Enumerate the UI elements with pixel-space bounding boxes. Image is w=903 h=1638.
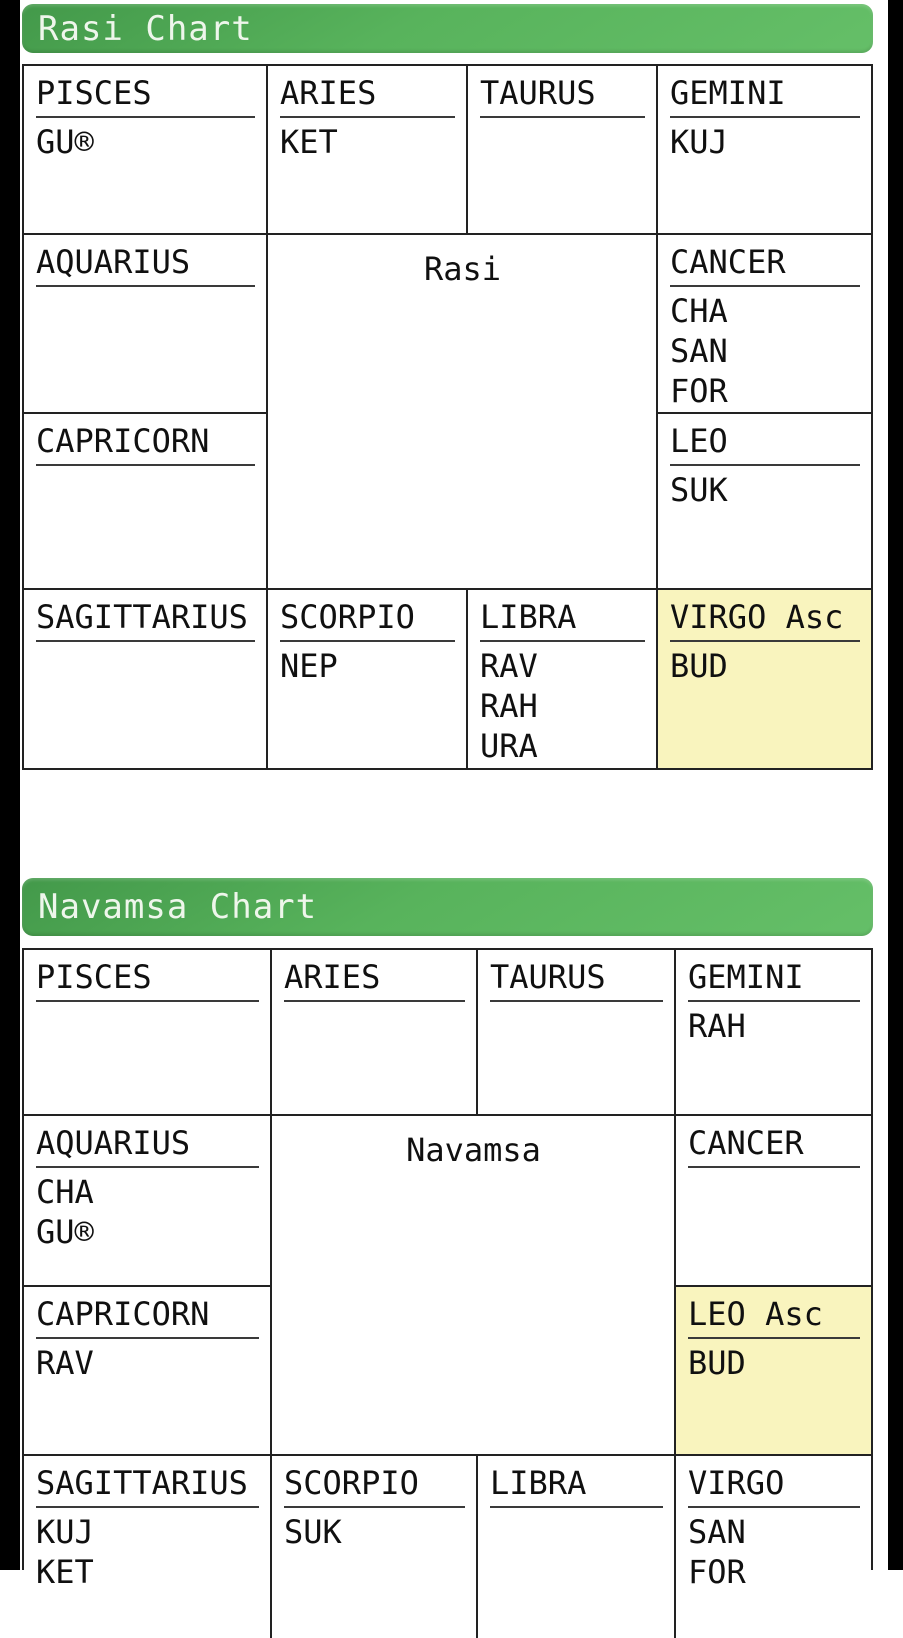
chart-cell-libra <box>478 1456 676 1638</box>
chart-cell-taurus <box>478 950 676 1116</box>
chart-cell-scorpio <box>268 590 468 768</box>
planet-list <box>670 122 860 162</box>
sign-label: LEO <box>670 420 860 466</box>
planet-list <box>688 1006 860 1046</box>
planet-label: CHA <box>670 292 728 330</box>
letterbox-right <box>888 0 903 1570</box>
planet-label: KUJ <box>36 1513 94 1551</box>
navamsa-chart-grid <box>22 948 873 1591</box>
sign-label: CAPRICORN <box>36 1293 259 1339</box>
sign-label: TAURUS <box>490 956 663 1002</box>
planet-label: NEP <box>280 647 338 685</box>
planet-list <box>480 646 645 766</box>
planet-list <box>36 122 255 162</box>
rasi-chart-title: Rasi Chart <box>38 8 253 49</box>
chart-cell-sagittarius <box>24 1456 272 1638</box>
planet-label: GU® <box>36 123 94 161</box>
planet-label: RAH <box>688 1007 746 1045</box>
rasi-chart-grid <box>22 64 873 770</box>
planet-list <box>670 470 860 510</box>
chart-cell-gemini <box>658 66 871 235</box>
letterbox-left <box>0 0 20 1570</box>
planet-label: URA <box>480 727 538 765</box>
sign-label: VIRGO Asc <box>670 596 860 642</box>
rasi-center-label: Rasi <box>423 250 502 288</box>
chart-cell-leo <box>658 414 871 590</box>
planet-label: RAV <box>480 647 538 685</box>
sign-label: SCORPIO <box>284 1462 465 1508</box>
chart-cell-virgo-asc <box>658 590 871 768</box>
sign-label: CAPRICORN <box>36 420 255 466</box>
planet-label: RAV <box>36 1344 94 1382</box>
navamsa-chart-header <box>22 878 873 936</box>
rasi-center-cell <box>268 235 658 590</box>
chart-cell-pisces <box>24 66 268 235</box>
chart-cell-cancer <box>676 1116 871 1287</box>
sign-label: VIRGO <box>688 1462 860 1508</box>
chart-page <box>20 0 888 1591</box>
planet-label: GU® <box>36 1213 94 1251</box>
planet-label: BUD <box>670 647 728 685</box>
sign-label: PISCES <box>36 72 255 118</box>
planet-label: KET <box>280 123 338 161</box>
navamsa-center-cell <box>272 1116 676 1456</box>
planet-label: KUJ <box>670 123 728 161</box>
chart-cell-capricorn <box>24 414 268 590</box>
rasi-chart-header <box>22 4 873 53</box>
sign-label: SCORPIO <box>280 596 455 642</box>
sign-label: TAURUS <box>480 72 645 118</box>
sign-label: SAGITTARIUS <box>36 596 255 642</box>
chart-cell-leo-asc <box>676 1287 871 1456</box>
sign-label: AQUARIUS <box>36 1122 259 1168</box>
sign-label: GEMINI <box>688 956 860 1002</box>
planet-list <box>688 1512 860 1592</box>
sign-label: ARIES <box>284 956 465 1002</box>
planet-list <box>284 1512 465 1552</box>
chart-cell-gemini <box>676 950 871 1116</box>
chart-cell-capricorn <box>24 1287 272 1456</box>
planet-list <box>36 1343 259 1383</box>
navamsa-center-label: Navamsa <box>406 1131 541 1169</box>
sign-label: CANCER <box>670 241 860 287</box>
sign-label: LIBRA <box>480 596 645 642</box>
planet-label: FOR <box>688 1553 746 1591</box>
planet-label: SAN <box>670 332 728 370</box>
planet-label: RAH <box>480 687 538 725</box>
planet-list <box>36 1172 259 1252</box>
planet-label: SUK <box>670 471 728 509</box>
chart-cell-libra <box>468 590 658 768</box>
planet-label: BUD <box>688 1344 746 1382</box>
chart-cell-cancer <box>658 235 871 414</box>
planet-list <box>280 646 455 686</box>
sign-label: LIBRA <box>490 1462 663 1508</box>
sign-label: ARIES <box>280 72 455 118</box>
sign-label: CANCER <box>688 1122 860 1168</box>
chart-cell-pisces <box>24 950 272 1116</box>
chart-cell-virgo <box>676 1456 871 1638</box>
chart-cell-aquarius <box>24 235 268 414</box>
chart-cell-sagittarius <box>24 590 268 768</box>
planet-list <box>670 646 860 686</box>
chart-cell-aries <box>272 950 478 1116</box>
sign-label: AQUARIUS <box>36 241 255 287</box>
sign-label: LEO Asc <box>688 1293 860 1339</box>
sign-label: SAGITTARIUS <box>36 1462 259 1508</box>
chart-cell-aquarius <box>24 1116 272 1287</box>
planet-label: FOR <box>670 372 728 410</box>
sign-label: PISCES <box>36 956 259 1002</box>
planet-label: SUK <box>284 1513 342 1551</box>
chart-cell-taurus <box>468 66 658 235</box>
planet-label: SAN <box>688 1513 746 1551</box>
navamsa-chart-title: Navamsa Chart <box>38 887 318 927</box>
chart-cell-aries <box>268 66 468 235</box>
planet-list <box>36 1512 259 1592</box>
sign-label: GEMINI <box>670 72 860 118</box>
planet-label: KET <box>36 1553 94 1591</box>
planet-label: CHA <box>36 1173 94 1211</box>
planet-list <box>670 291 860 411</box>
planet-list <box>688 1343 860 1383</box>
chart-cell-scorpio <box>272 1456 478 1638</box>
planet-list <box>280 122 455 162</box>
